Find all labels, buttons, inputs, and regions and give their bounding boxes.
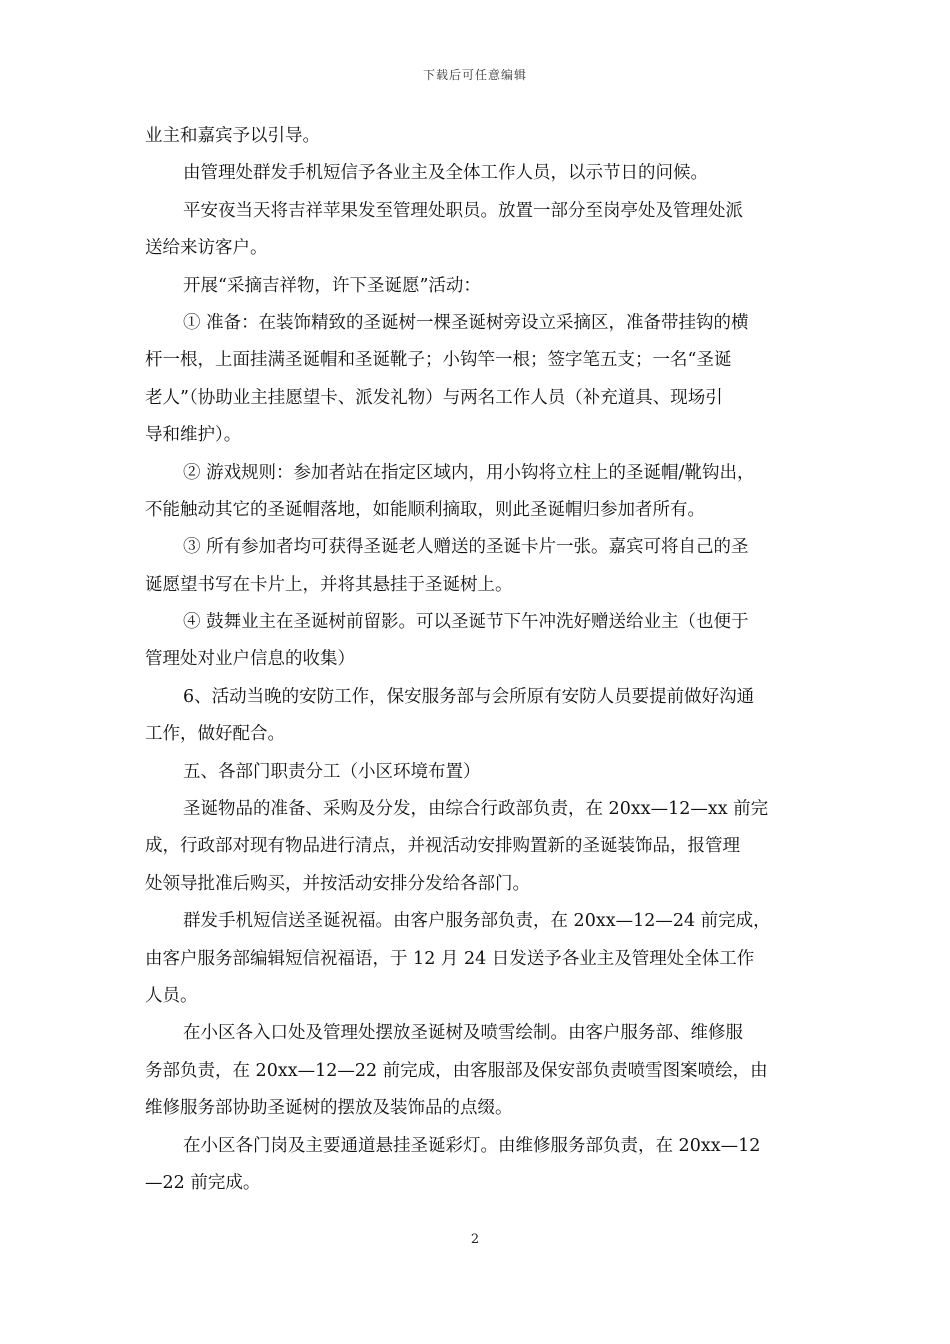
page-number: 2 [470,1232,480,1247]
text-line: 导和维护）。 [145,425,242,446]
text-line: ① 准备：在装饰精致的圣诞树一棵圣诞树旁设立采摘区，准备带挂钩的横 [183,312,749,333]
text-line: 圣诞物品的准备、采购及分发，由综合行政部负责，在 20xx—12—xx 前完 [183,799,769,820]
text-line: 群发手机短信送圣诞祝福。由客户服务部负责，在 20xx—12—24 前完成， [183,911,771,932]
text-line: 务部负责，在 20xx—12—22 前完成，由客服部及保安部负责喷雪图案喷绘，由 [145,1060,768,1081]
text-line: 老人”（协助业主挂愿望卡、派发礼物）与两名工作人员（补充道具、现场引 [145,387,723,408]
text-line: ④ 鼓舞业主在圣诞树前留影。可以圣诞节下午冲洗好赠送给业主（也便于 [183,612,749,633]
text-line: 维修服务部协助圣诞树的摆放及装饰品的点缀。 [145,1098,513,1119]
text-line: 人员。 [145,985,198,1006]
text-line: 由客户服务部编辑短信祝福语，于 12 月 24 日发送予各业主及管理处全体工作 [145,948,755,969]
text-line: 五、各部门职责分工（小区环境布置） [183,761,481,782]
text-line: 业主和嘉宾予以引导。 [145,126,320,146]
text-line: 在小区各入口处及管理处摆放圣诞树及喷雪绘制。由客户服务部、维修服 [183,1023,743,1044]
text-line: 平安夜当天将吉祥苹果发至管理处职员。放置一部分至岗亭处及管理处派 [183,200,743,221]
text-line: 管理处对业户信息的收集） [145,649,355,670]
text-line: 不能触动其它的圣诞帽落地，如能顺利摘取，则此圣诞帽归参加者所有。 [145,499,705,520]
page-header-note: 下载后可任意编辑 [422,68,527,82]
text-line: —22 前完成。 [145,1172,261,1193]
text-line: ② 游戏规则：参加者站在指定区域内，用小钩将立柱上的圣诞帽/靴钩出， [183,462,755,483]
text-line: 杆一根，上面挂满圣诞帽和圣诞靴子；小钩竿一根；签字笔五支；一名“圣诞 [145,350,732,371]
text-line: ③ 所有参加者均可获得圣诞老人赠送的圣诞卡片一张。嘉宾可将自己的圣 [183,537,749,558]
text-line: 由管理处群发手机短信予各业主及全体工作人员，以示节日的问候。 [183,163,708,184]
text-line: 处领导批准后购买，并按活动安排分发给各部门。 [145,873,530,894]
text-line: 成，行政部对现有物品进行清点，并视活动安排购置新的圣诞装饰品，报管理 [145,836,740,857]
text-line: 送给来访客户。 [145,238,268,259]
document-body [145,118,810,1202]
text-line: 工作，做好配合。 [145,724,285,745]
text-line: 诞愿望书写在卡片上，并将其悬挂于圣诞树上。 [145,574,513,595]
text-line: 在小区各门岗及主要通道悬挂圣诞彩灯。由维修服务部负责，在 20xx—12 [183,1135,761,1156]
text-line: 开展“采摘吉祥物，许下圣诞愿”活动： [183,275,481,296]
text-line: 6、活动当晚的安防工作，保安服务部与会所原有安防人员要提前做好沟通 [183,686,755,707]
